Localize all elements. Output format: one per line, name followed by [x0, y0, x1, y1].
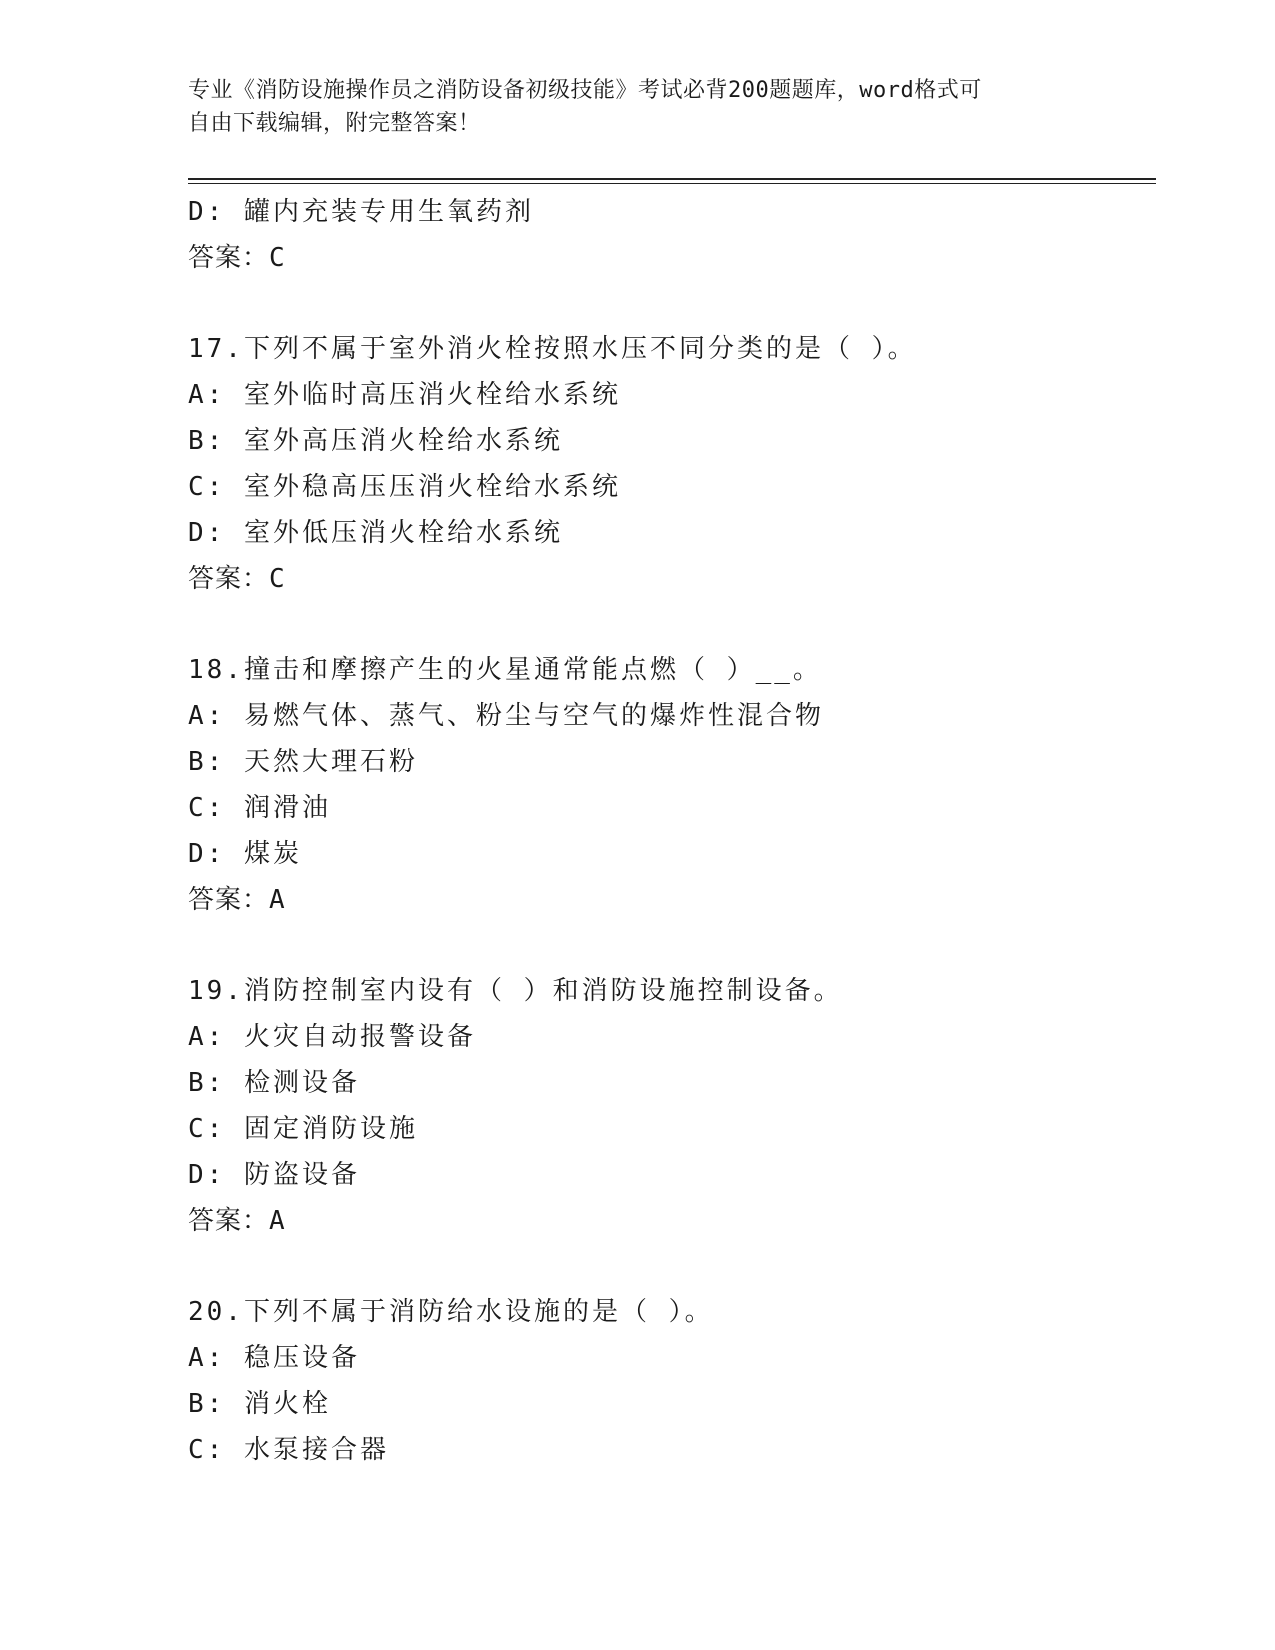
answer: 答案：C	[188, 564, 286, 594]
spacer	[188, 1244, 1156, 1289]
document-body	[188, 189, 1156, 1473]
question-18	[188, 647, 1156, 923]
option-d: D: 室外低压消火栓给水系统	[188, 518, 563, 548]
question-stem: 18.撞击和摩擦产生的火星通常能点燃（ ）__。	[188, 655, 822, 685]
option-a: A: 室外临时高压消火栓给水系统	[188, 380, 621, 410]
option-c: C: 润滑油	[188, 793, 331, 823]
option-d: D: 防盗设备	[188, 1160, 360, 1190]
option-c: C: 固定消防设施	[188, 1114, 418, 1144]
answer: 答案：A	[188, 885, 286, 915]
option-a: A: 易燃气体、蒸气、粉尘与空气的爆炸性混合物	[188, 701, 824, 731]
header-divider-thin	[188, 183, 1156, 184]
option-d: D: 煤炭	[188, 839, 302, 869]
spacer	[188, 281, 1156, 326]
spacer	[188, 923, 1156, 968]
option-b: B: 天然大理石粉	[188, 747, 418, 777]
option-a: A: 稳压设备	[188, 1343, 360, 1373]
header-line-2: 自由下载编辑，附完整答案！	[188, 111, 481, 136]
option-a: A: 火灾自动报警设备	[188, 1022, 476, 1052]
option-d: D: 罐内充装专用生氧药剂	[188, 197, 534, 227]
header-line-1: 专业《消防设施操作员之消防设备初级技能》考试必背200题题库，word格式可	[188, 78, 982, 103]
answer: 答案：A	[188, 1206, 286, 1236]
question-17	[188, 326, 1156, 602]
option-c: C: 室外稳高压压消火栓给水系统	[188, 472, 621, 502]
question-stem: 19.消防控制室内设有（ ）和消防设施控制设备。	[188, 976, 843, 1006]
answer: 答案：C	[188, 243, 286, 273]
question-stem: 17.下列不属于室外消火栓按照水压不同分类的是（ ）。	[188, 334, 917, 364]
spacer	[188, 602, 1156, 647]
question-16-continued	[188, 189, 1156, 281]
question-20	[188, 1289, 1156, 1473]
document-header	[188, 74, 1088, 140]
question-stem: 20.下列不属于消防给水设施的是（ ）。	[188, 1297, 714, 1327]
option-b: B: 消火栓	[188, 1389, 331, 1419]
option-b: B: 室外高压消火栓给水系统	[188, 426, 563, 456]
header-divider-thick	[188, 178, 1156, 180]
option-b: B: 检测设备	[188, 1068, 360, 1098]
question-19	[188, 968, 1156, 1244]
option-c: C: 水泵接合器	[188, 1435, 389, 1465]
